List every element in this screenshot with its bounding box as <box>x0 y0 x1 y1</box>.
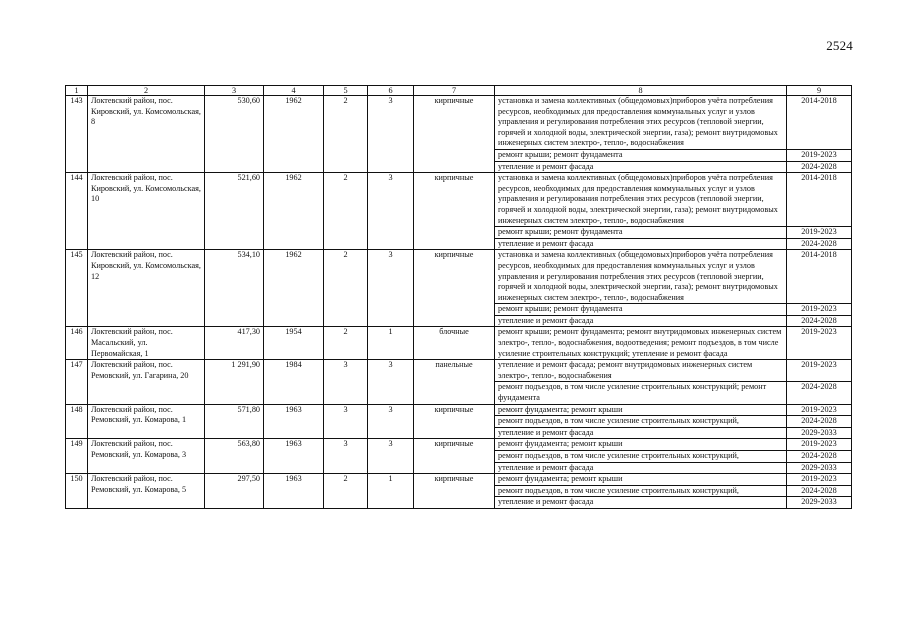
work-description: утепление и ремонт фасада <box>495 427 787 439</box>
record-area: 1 291,90 <box>205 360 264 404</box>
record-area: 530,60 <box>205 96 264 173</box>
col-header: 7 <box>414 86 495 96</box>
work-description: ремонт фундамента; ремонт крыши <box>495 474 787 486</box>
record-number: 148 <box>66 404 88 439</box>
record-floors: 2 <box>324 474 368 509</box>
record-address: Локтевский район, пос. Ремовский, ул. Комарова, 5 <box>88 474 205 509</box>
record-address: Локтевский район, пос. Ремовский, ул. Комарова, 1 <box>88 404 205 439</box>
table-row <box>66 439 852 451</box>
record-entrances: 3 <box>368 439 414 474</box>
record-address: Локтевский район, пос. Масальский, ул. Первомайская, 1 <box>88 327 205 360</box>
work-period: 2024-2028 <box>787 451 852 463</box>
record-material: кирпичные <box>414 404 495 439</box>
work-period: 2024-2028 <box>787 161 852 173</box>
record-year: 1984 <box>264 360 324 404</box>
work-period: 2029-2033 <box>787 497 852 509</box>
work-description: установка и замена коллективных (общедомовых)приборов учёта потребления ресурсов, необходимых для предоставления коммунальных услуг и узлов управления и регулирования потребления этих ресурсов (тепловой энергии, горячей и холодной воды, электрической энергии, газа); ремонт внутридомовых инженерных систем электро-, тепло-, водоснабжения <box>495 173 787 227</box>
record-entrances: 3 <box>368 250 414 327</box>
work-period: 2019-2023 <box>787 439 852 451</box>
table-row <box>66 474 852 486</box>
record-entrances: 3 <box>368 404 414 439</box>
col-header: 2 <box>88 86 205 96</box>
record-floors: 2 <box>324 173 368 250</box>
record-material: кирпичные <box>414 96 495 173</box>
work-period: 2019-2023 <box>787 474 852 486</box>
work-description: установка и замена коллективных (общедомовых)приборов учёта потребления ресурсов, необходимых для предоставления коммунальных услуг и узлов управления и регулирования потребления этих ресурсов (тепловой энергии, горячей и холодной воды, электрической энергии, газа); ремонт внутридомовых инженерных систем электро-, тепло-, водоснабжения <box>495 250 787 304</box>
work-description: ремонт крыши; ремонт фундамента <box>495 149 787 161</box>
record-entrances: 1 <box>368 474 414 509</box>
table-row <box>66 96 852 150</box>
work-description: утепление и ремонт фасада <box>495 161 787 173</box>
record-material: кирпичные <box>414 250 495 327</box>
work-description: утепление и ремонт фасада <box>495 315 787 327</box>
work-description: утепление и ремонт фасада <box>495 497 787 509</box>
record-number: 149 <box>66 439 88 474</box>
record-number: 143 <box>66 96 88 173</box>
col-header: 4 <box>264 86 324 96</box>
record-year: 1962 <box>264 250 324 327</box>
record-material: кирпичные <box>414 439 495 474</box>
record-area: 521,60 <box>205 173 264 250</box>
column-number-row <box>66 86 852 96</box>
table-row <box>66 173 852 227</box>
record-address: Локтевский район, пос. Кировский, ул. Комсомольская, 10 <box>88 173 205 250</box>
record-year: 1963 <box>264 439 324 474</box>
col-header: 9 <box>787 86 852 96</box>
table-row <box>66 404 852 416</box>
record-year: 1962 <box>264 173 324 250</box>
housing-repair-table <box>65 85 852 509</box>
work-description: утепление и ремонт фасада; ремонт внутридомовых инженерных систем электро-, тепло-, водоснабжения <box>495 360 787 382</box>
table-row <box>66 360 852 382</box>
work-period: 2019-2023 <box>787 304 852 316</box>
work-description: ремонт подъездов, в том числе усиление строительных конструкций, <box>495 416 787 428</box>
work-description: ремонт фундамента; ремонт крыши <box>495 439 787 451</box>
work-description: ремонт подъездов, в том числе усиление строительных конструкций, <box>495 485 787 497</box>
col-header: 6 <box>368 86 414 96</box>
record-address: Локтевский район, пос. Кировский, ул. Комсомольская, 12 <box>88 250 205 327</box>
record-number: 150 <box>66 474 88 509</box>
work-description: ремонт подъездов, в том числе усиление строительных конструкций; ремонт фундамента <box>495 382 787 404</box>
record-year: 1962 <box>264 96 324 173</box>
record-year: 1963 <box>264 404 324 439</box>
work-description: ремонт фундамента; ремонт крыши <box>495 404 787 416</box>
record-floors: 3 <box>324 404 368 439</box>
record-year: 1963 <box>264 474 324 509</box>
record-floors: 3 <box>324 439 368 474</box>
record-floors: 3 <box>324 360 368 404</box>
record-area: 417,30 <box>205 327 264 360</box>
table-row <box>66 327 852 360</box>
work-description: установка и замена коллективных (общедомовых)приборов учёта потребления ресурсов, необходимых для предоставления коммунальных услуг и узлов управления и регулирования потребления этих ресурсов (тепловой энергии, горячей и холодной воды, электрической энергии, газа); ремонт внутридомовых инженерных систем электро-, тепло-, водоснабжения <box>495 96 787 150</box>
work-period: 2019-2023 <box>787 404 852 416</box>
work-description: ремонт крыши; ремонт фундамента <box>495 227 787 239</box>
record-entrances: 3 <box>368 96 414 173</box>
record-floors: 2 <box>324 250 368 327</box>
record-number: 145 <box>66 250 88 327</box>
work-period: 2014-2018 <box>787 96 852 150</box>
col-header: 1 <box>66 86 88 96</box>
record-entrances: 3 <box>368 173 414 250</box>
work-period: 2019-2023 <box>787 327 852 360</box>
record-area: 534,10 <box>205 250 264 327</box>
work-period: 2024-2028 <box>787 485 852 497</box>
work-description: утепление и ремонт фасада <box>495 238 787 250</box>
work-description: утепление и ремонт фасада <box>495 462 787 474</box>
record-material: кирпичные <box>414 173 495 250</box>
work-period: 2024-2028 <box>787 416 852 428</box>
work-period: 2024-2028 <box>787 382 852 404</box>
record-entrances: 1 <box>368 327 414 360</box>
record-area: 571,80 <box>205 404 264 439</box>
record-area: 563,80 <box>205 439 264 474</box>
record-floors: 2 <box>324 96 368 173</box>
record-material: блочные <box>414 327 495 360</box>
work-period: 2029-2033 <box>787 427 852 439</box>
work-period: 2024-2028 <box>787 315 852 327</box>
record-entrances: 3 <box>368 360 414 404</box>
work-description: ремонт крыши; ремонт фундамента; ремонт внутридомовых инженерных систем электро-, тепло-, водоснабжения, водоотведения; ремонт подъездов, в том числе усиление строительных конструкций; утепление и ремонт фасада <box>495 327 787 360</box>
work-period: 2019-2023 <box>787 149 852 161</box>
record-number: 147 <box>66 360 88 404</box>
record-number: 144 <box>66 173 88 250</box>
work-period: 2019-2023 <box>787 227 852 239</box>
record-floors: 2 <box>324 327 368 360</box>
page-number: 2524 <box>826 38 853 53</box>
record-number: 146 <box>66 327 88 360</box>
record-address: Локтевский район, пос. Ремовский, ул. Комарова, 3 <box>88 439 205 474</box>
work-period: 2029-2033 <box>787 462 852 474</box>
work-description: ремонт крыши; ремонт фундамента <box>495 304 787 316</box>
record-area: 297,50 <box>205 474 264 509</box>
record-year: 1954 <box>264 327 324 360</box>
work-period: 2019-2023 <box>787 360 852 382</box>
record-address: Локтевский район, пос. Кировский, ул. Комсомольская, 8 <box>88 96 205 173</box>
col-header: 3 <box>205 86 264 96</box>
record-address: Локтевский район, пос. Ремовский, ул. Гагарина, 20 <box>88 360 205 404</box>
col-header: 5 <box>324 86 368 96</box>
work-description: ремонт подъездов, в том числе усиление строительных конструкций, <box>495 451 787 463</box>
record-material: панельные <box>414 360 495 404</box>
table-row <box>66 250 852 304</box>
col-header: 8 <box>495 86 787 96</box>
work-period: 2014-2018 <box>787 173 852 227</box>
work-period: 2014-2018 <box>787 250 852 304</box>
work-period: 2024-2028 <box>787 238 852 250</box>
record-material: кирпичные <box>414 474 495 509</box>
